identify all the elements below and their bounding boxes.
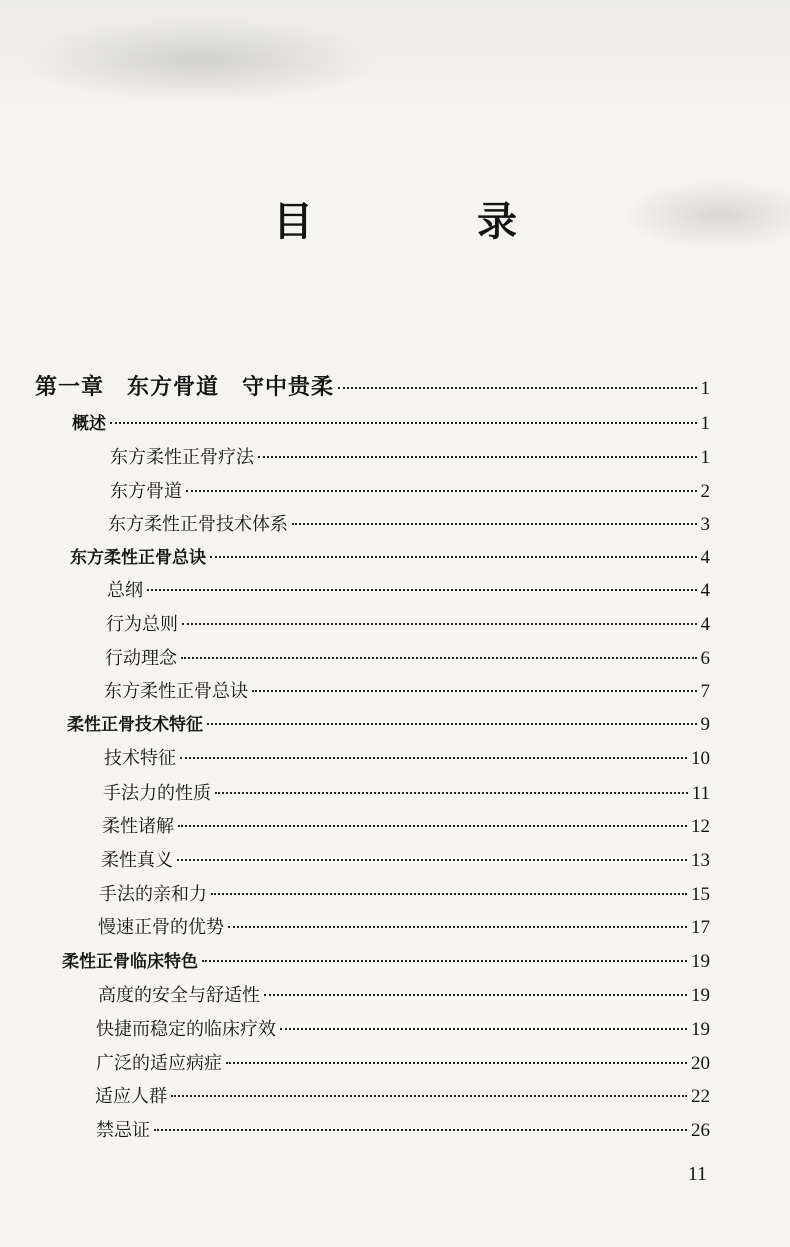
toc-page-number: 4 bbox=[700, 614, 710, 635]
dot-leader bbox=[228, 926, 687, 928]
toc-item[interactable] bbox=[108, 510, 710, 536]
toc-page-number: 19 bbox=[691, 951, 710, 972]
toc-item-label: 高度的安全与舒适性 bbox=[98, 985, 260, 1006]
toc-item[interactable] bbox=[102, 812, 710, 838]
dot-leader bbox=[292, 523, 697, 525]
toc-page-number: 10 bbox=[691, 748, 710, 769]
toc-section-label: 柔性正骨临床特色 bbox=[62, 952, 198, 972]
toc-item-label: 东方骨道 bbox=[110, 481, 182, 502]
toc-item-label: 禁忌证 bbox=[96, 1120, 150, 1141]
toc-item[interactable] bbox=[98, 913, 710, 939]
page-title: 目 录 bbox=[273, 199, 579, 245]
toc-item-label: 行为总则 bbox=[106, 614, 178, 635]
toc-item[interactable] bbox=[95, 1082, 710, 1108]
toc-item[interactable] bbox=[98, 981, 710, 1007]
dot-leader bbox=[210, 556, 697, 558]
toc-section[interactable] bbox=[70, 543, 710, 569]
table-of-contents bbox=[0, 360, 790, 1160]
toc-page-number: 19 bbox=[691, 985, 710, 1006]
dot-leader bbox=[252, 690, 697, 692]
toc-chapter-label: 第一章 东方骨道 守中贵柔 bbox=[35, 375, 335, 400]
toc-item[interactable] bbox=[96, 1015, 710, 1041]
toc-page-number: 4 bbox=[700, 547, 710, 568]
toc-page-number: 26 bbox=[691, 1120, 710, 1141]
toc-item-label: 快捷而稳定的临床疗效 bbox=[96, 1019, 276, 1040]
toc-item[interactable] bbox=[99, 880, 710, 906]
dot-leader bbox=[338, 387, 696, 389]
toc-section-label: 柔性正骨技术特征 bbox=[67, 715, 203, 735]
dot-leader bbox=[182, 623, 697, 625]
toc-page-number: 3 bbox=[700, 514, 710, 535]
toc-section[interactable] bbox=[72, 409, 710, 435]
toc-page-number: 1 bbox=[700, 378, 710, 399]
toc-page-number: 11 bbox=[691, 783, 710, 804]
dot-leader bbox=[177, 859, 687, 861]
toc-item[interactable] bbox=[104, 744, 710, 770]
toc-page-number: 1 bbox=[700, 413, 710, 434]
toc-item[interactable] bbox=[110, 477, 710, 503]
toc-item[interactable] bbox=[106, 610, 710, 636]
toc-item-label: 慢速正骨的优势 bbox=[98, 917, 224, 938]
toc-page-number: 9 bbox=[700, 714, 710, 735]
toc-page-number: 6 bbox=[700, 648, 710, 669]
dot-leader bbox=[154, 1129, 687, 1131]
toc-page-number: 12 bbox=[691, 816, 710, 837]
dot-leader bbox=[180, 757, 687, 759]
toc-page-number: 7 bbox=[700, 681, 710, 702]
toc-item[interactable] bbox=[107, 576, 710, 602]
toc-item[interactable] bbox=[101, 846, 710, 872]
toc-item-label: 柔性诸解 bbox=[102, 816, 174, 837]
toc-page-number: 22 bbox=[691, 1086, 710, 1107]
dot-leader bbox=[258, 456, 697, 458]
toc-item-label: 手法的亲和力 bbox=[99, 884, 207, 905]
toc-item-label: 柔性真义 bbox=[101, 850, 173, 871]
toc-page-number: 19 bbox=[691, 1019, 710, 1040]
toc-page-number: 20 bbox=[691, 1053, 710, 1074]
toc-item[interactable] bbox=[96, 1116, 710, 1142]
dot-leader bbox=[280, 1028, 687, 1030]
toc-item-label: 东方柔性正骨技术体系 bbox=[108, 514, 288, 535]
dot-leader bbox=[171, 1095, 687, 1097]
toc-section-label: 概述 bbox=[72, 414, 106, 434]
dot-leader bbox=[181, 657, 697, 659]
toc-page-number: 15 bbox=[691, 884, 710, 905]
toc-page-number: 4 bbox=[700, 580, 710, 601]
toc-item-label: 适应人群 bbox=[95, 1086, 167, 1107]
toc-section[interactable] bbox=[62, 947, 710, 973]
toc-item[interactable] bbox=[103, 779, 710, 805]
dot-leader bbox=[207, 723, 697, 725]
dot-leader bbox=[202, 960, 687, 962]
toc-page-number: 17 bbox=[691, 917, 710, 938]
toc-item-label: 广泛的适应病症 bbox=[96, 1053, 222, 1074]
toc-item-label: 行动理念 bbox=[105, 648, 177, 669]
dot-leader bbox=[215, 792, 688, 794]
toc-page-number: 1 bbox=[700, 447, 710, 468]
toc-section[interactable] bbox=[67, 710, 710, 736]
toc-section-label: 东方柔性正骨总诀 bbox=[70, 548, 206, 568]
toc-item[interactable] bbox=[104, 677, 710, 703]
toc-page-number: 2 bbox=[700, 481, 710, 502]
toc-item-label: 东方柔性正骨疗法 bbox=[110, 447, 254, 468]
dot-leader bbox=[264, 994, 687, 996]
toc-item[interactable] bbox=[96, 1049, 710, 1075]
toc-item[interactable] bbox=[110, 443, 710, 469]
dot-leader bbox=[226, 1062, 687, 1064]
dot-leader bbox=[178, 825, 687, 827]
toc-chapter[interactable] bbox=[35, 370, 710, 401]
dot-leader bbox=[110, 422, 697, 424]
toc-item-label: 总纲 bbox=[107, 580, 143, 601]
toc-item-label: 技术特征 bbox=[104, 748, 176, 769]
dot-leader bbox=[186, 490, 697, 492]
toc-page-number: 13 bbox=[691, 850, 710, 871]
dot-leader bbox=[211, 893, 687, 895]
page-number: 11 bbox=[687, 1163, 707, 1185]
dot-leader bbox=[147, 589, 697, 591]
toc-item-label: 手法力的性质 bbox=[103, 783, 211, 804]
toc-item-label: 东方柔性正骨总诀 bbox=[104, 681, 248, 702]
toc-item[interactable] bbox=[105, 644, 710, 670]
